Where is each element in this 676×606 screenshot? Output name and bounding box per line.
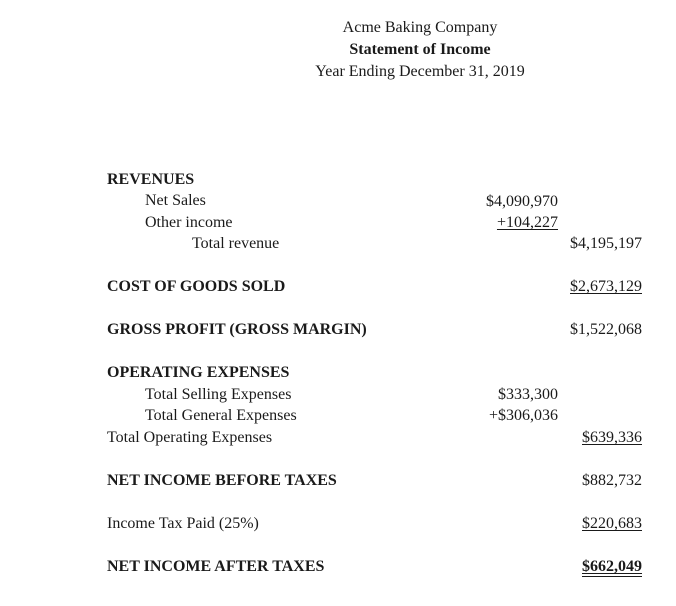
net-income-after-taxes-label: NET INCOME AFTER TAXES — [107, 558, 325, 575]
other-income-value: +104,227 — [496, 214, 558, 231]
cogs-value: $2,673,129 — [570, 278, 642, 295]
other-income-label: Other income — [145, 214, 233, 231]
statement-title: Statement of Income — [349, 41, 491, 58]
total-operating-expenses-value: $639,336 — [582, 429, 642, 446]
selling-expenses-value: $333,300 — [498, 386, 558, 403]
selling-expenses-label: Total Selling Expenses — [145, 386, 292, 403]
general-expenses-label: Total General Expenses — [145, 407, 297, 424]
net-sales-label: Net Sales — [145, 192, 206, 209]
operating-expenses-heading: OPERATING EXPENSES — [107, 364, 290, 381]
statement-period: Year Ending December 31, 2019 — [315, 63, 525, 80]
revenues-heading: REVENUES — [107, 171, 195, 188]
company-name: Acme Baking Company — [342, 19, 498, 36]
general-expenses-value: +$306,036 — [488, 407, 558, 424]
net-sales-value: $4,090,970 — [486, 193, 558, 210]
income-tax-value: $220,683 — [582, 515, 642, 532]
cogs-label: COST OF GOODS SOLD — [107, 278, 286, 295]
total-revenue-value: $4,195,197 — [570, 235, 642, 252]
gross-profit-label: GROSS PROFIT (GROSS MARGIN) — [107, 321, 367, 338]
net-income-before-taxes-value: $882,732 — [582, 472, 642, 489]
net-income-before-taxes-label: NET INCOME BEFORE TAXES — [107, 472, 337, 489]
income-tax-label: Income Tax Paid (25%) — [107, 515, 259, 532]
gross-profit-value: $1,522,068 — [570, 321, 642, 338]
total-operating-expenses-label: Total Operating Expenses — [107, 429, 273, 446]
net-income-after-taxes-value: $662,049 — [582, 558, 642, 575]
total-revenue-label: Total revenue — [192, 235, 280, 252]
